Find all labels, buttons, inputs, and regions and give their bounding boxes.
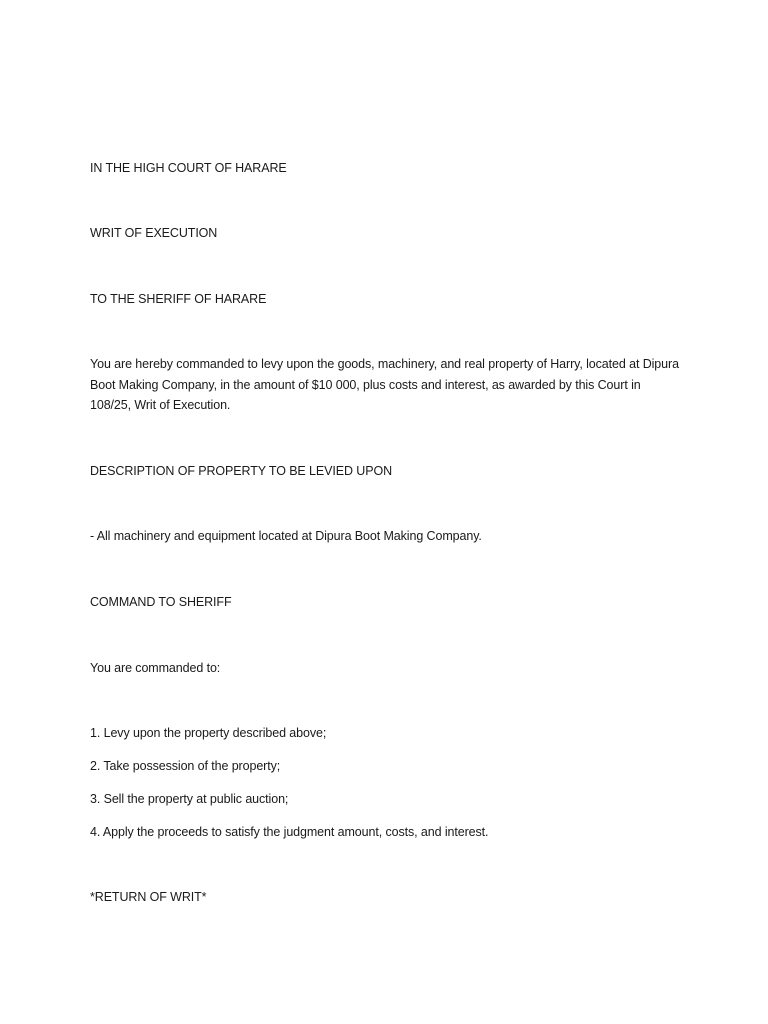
- writ-title: WRIT OF EXECUTION: [90, 226, 218, 240]
- command-item-1: 1. Levy upon the property described above;: [90, 726, 327, 740]
- addressee-line: TO THE SHERIFF OF HARARE: [90, 292, 267, 306]
- command-heading: COMMAND TO SHERIFF: [90, 595, 232, 609]
- return-heading: *RETURN OF WRIT*: [90, 890, 207, 904]
- property-item: - All machinery and equipment located at Dipura Boot Making Company.: [90, 529, 482, 543]
- command-paragraph: You are hereby commanded to levy upon the goods, machinery, and real property of Harry, located at Dipura Boot Making Company, in the amount of $10 000, plus costs and interest, as awarded by this Court in 108/25, Writ of Execution.: [90, 357, 679, 412]
- command-item-4: 4. Apply the proceeds to satisfy the judgment amount, costs, and interest.: [90, 825, 489, 839]
- command-item-3: 3. Sell the property at public auction;: [90, 792, 289, 806]
- command-intro: You are commanded to:: [90, 661, 221, 675]
- court-heading: IN THE HIGH COURT OF HARARE: [90, 161, 287, 175]
- command-item-2: 2. Take possession of the property;: [90, 759, 281, 773]
- property-heading: DESCRIPTION OF PROPERTY TO BE LEVIED UPON: [90, 464, 392, 478]
